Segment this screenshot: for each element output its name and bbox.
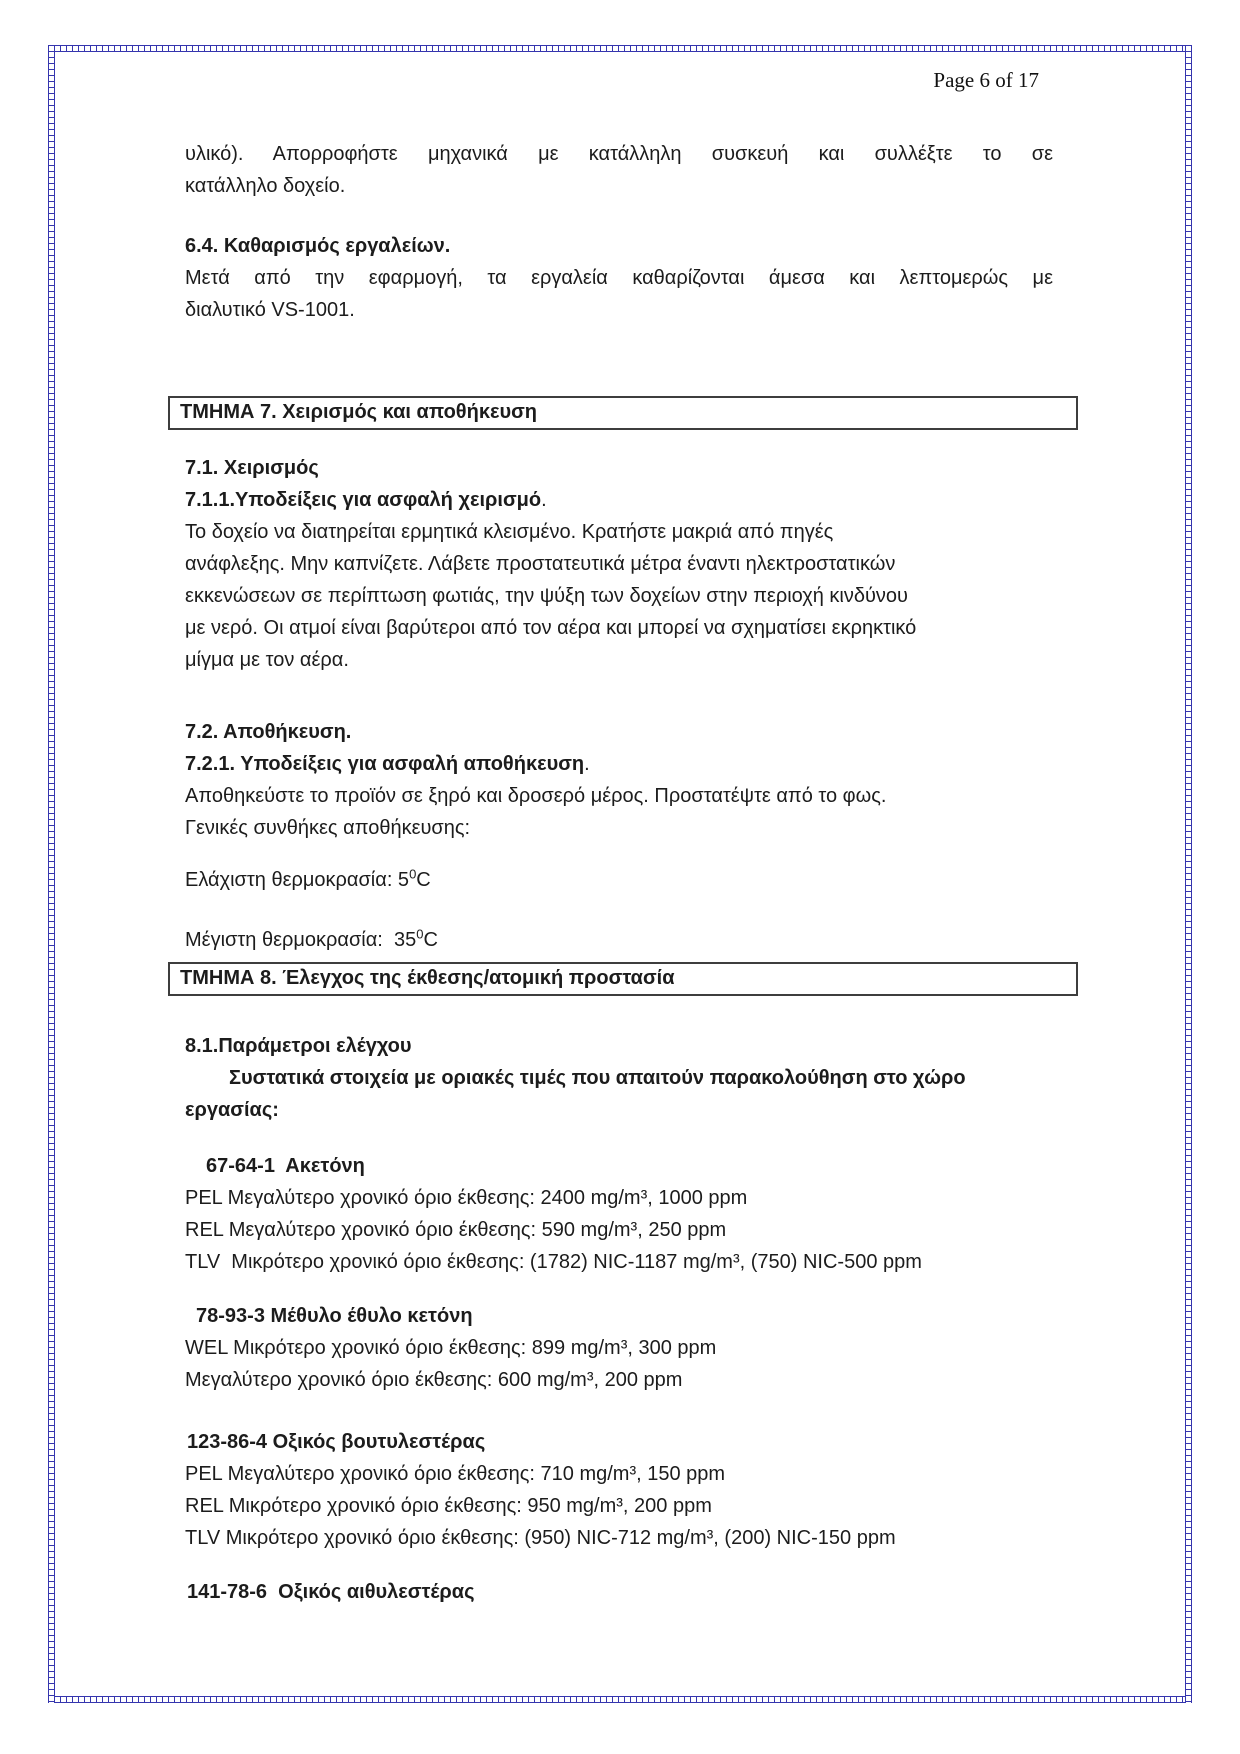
heading-7-2-1-text: 7.2.1. Υποδείξεις για ασφαλή αποθήκευση xyxy=(185,753,585,775)
paragraph-line: Το δοχείο να διατηρείται ερμητικά κλεισμένο. Κρατήστε μακριά από πηγές xyxy=(185,521,834,543)
section-7-header-box: ΤΜΗΜΑ 7. Χειρισμός και αποθήκευση xyxy=(168,396,1078,430)
heading-7-1-1-text: 7.1.1.Υποδείξεις για ασφαλή χειρισμό xyxy=(185,489,542,511)
substance-cas-name: 78-93-3 Μέθυλο έθυλο κετόνη xyxy=(196,1305,473,1327)
max-temperature xyxy=(185,924,1053,956)
max-temperature-text: Μέγιστη θερμοκρασία: 35 xyxy=(185,929,417,951)
spill-paragraph xyxy=(185,138,1053,202)
heading-7-2: 7.2. Αποθήκευση. xyxy=(185,721,352,743)
border-edge-bottom xyxy=(48,1696,1192,1703)
page-content xyxy=(180,0,1053,1608)
heading-6-4: 6.4. Καθαρισμός εργαλείων. xyxy=(185,235,451,257)
exposure-limit-line: TLV Μικρότερο χρονικό όριο έκθεσης: (1782) NIC-1187 mg/m³, (750) NIC-500 ppm xyxy=(185,1251,922,1273)
paragraph-line: υλικό). Απορροφήστε μηχανικά με κατάλληλη συσκευή και συλλέξτε το σε xyxy=(185,143,1053,165)
exposure-limit-line: PEL Μεγαλύτερο χρονικό όριο έκθεσης: 2400 mg/m³, 1000 ppm xyxy=(185,1187,748,1209)
exposure-limit-line: TLV Μικρότερο χρονικό όριο έκθεσης: (950) NIC-712 mg/m³, (200) NIC-150 ppm xyxy=(185,1527,896,1549)
paragraph-line: Γενικές συνθήκες αποθήκευσης: xyxy=(185,817,471,839)
substance-block-ethyl-acetate xyxy=(185,1576,1053,1608)
heading-7-1-1 xyxy=(185,484,1053,516)
substance-cas-name: 123-86-4 Οξικός βουτυλεστέρας xyxy=(187,1431,486,1453)
heading-7-2-1-period: . xyxy=(584,753,590,775)
border-edge-right xyxy=(1185,45,1192,1703)
min-temperature-unit: C xyxy=(416,869,431,891)
paragraph-line: εκκενώσεων σε περίπτωση φωτιάς, την ψύξη των δοχείων στην περιοχή κινδύνου xyxy=(185,585,908,607)
border-edge-left xyxy=(48,45,55,1703)
page-number: Page 6 of 17 xyxy=(933,68,1039,92)
heading-7-1: 7.1. Χειρισμός xyxy=(185,457,319,479)
monitoring-paragraph xyxy=(185,1062,1053,1126)
exposure-limit-line: Μεγαλύτερο χρονικό όριο έκθεσης: 600 mg/m³, 200 ppm xyxy=(185,1369,683,1391)
substance-cas-name: 141-78-6 Οξικός αιθυλεστέρας xyxy=(187,1581,475,1603)
paragraph-line: Μετά από την εφαρμογή, τα εργαλεία καθαρίζονται άμεσα και λεπτομερώς με xyxy=(185,267,1053,289)
substance-block-butyl-acetate xyxy=(185,1426,1053,1554)
min-temperature xyxy=(185,864,1053,896)
exposure-limit-line: REL Μεγαλύτερο χρονικό όριο έκθεσης: 590 mg/m³, 250 ppm xyxy=(185,1219,727,1241)
paragraph-line: ανάφλεξης. Μην καπνίζετε. Λάβετε προστατευτικά μέτρα έναντι ηλεκτροστατικών xyxy=(185,553,896,575)
tools-cleaning-paragraph xyxy=(185,262,1053,326)
min-temperature-sup: 0 xyxy=(409,866,417,882)
paragraph-line: με νερό. Οι ατμοί είναι βαρύτεροι από τον αέρα και μπορεί να σχηματίσει εκρηκτικό xyxy=(185,617,917,639)
paragraph-line: μίγμα με τον αέρα. xyxy=(185,649,349,671)
heading-8-1: 8.1.Παράμετροι ελέγχου xyxy=(185,1035,412,1057)
paragraph-line: εργασίας: xyxy=(185,1099,279,1121)
safe-handling-paragraph xyxy=(185,516,1053,676)
max-temperature-sup: 0 xyxy=(416,926,424,942)
min-temperature-text: Ελάχιστη θερμοκρασία: 5 xyxy=(185,869,410,891)
storage-paragraph xyxy=(185,780,1053,844)
substance-cas-name: 67-64-1 Ακετόνη xyxy=(206,1155,365,1177)
paragraph-line: κατάλληλο δοχείο. xyxy=(185,175,346,197)
paragraph-line: διαλυτικό VS-1001. xyxy=(185,299,355,321)
substance-block-acetone xyxy=(185,1150,1053,1278)
max-temperature-unit: C xyxy=(423,929,438,951)
heading-7-1-1-period: . xyxy=(541,489,547,511)
exposure-limit-line: WEL Μικρότερο χρονικό όριο έκθεσης: 899 mg/m³, 300 ppm xyxy=(185,1337,717,1359)
exposure-limit-line: REL Μικρότερο χρονικό όριο έκθεσης: 950 mg/m³, 200 ppm xyxy=(185,1495,712,1517)
section-8-header-box: ΤΜΗΜΑ 8. Έλεγχος της έκθεσης/ατομική προστασία xyxy=(168,962,1078,996)
substance-block-mek xyxy=(185,1300,1053,1396)
heading-7-2-1 xyxy=(185,748,1053,780)
exposure-limit-line: PEL Μεγαλύτερο χρονικό όριο έκθεσης: 710 mg/m³, 150 ppm xyxy=(185,1463,726,1485)
paragraph-line: Αποθηκεύστε το προϊόν σε ξηρό και δροσερό μέρος. Προστατέψτε από το φως. xyxy=(185,785,887,807)
paragraph-line: Συστατικά στοιχεία με οριακές τιμές που απαιτούν παρακολούθηση στο χώρο xyxy=(229,1067,966,1089)
